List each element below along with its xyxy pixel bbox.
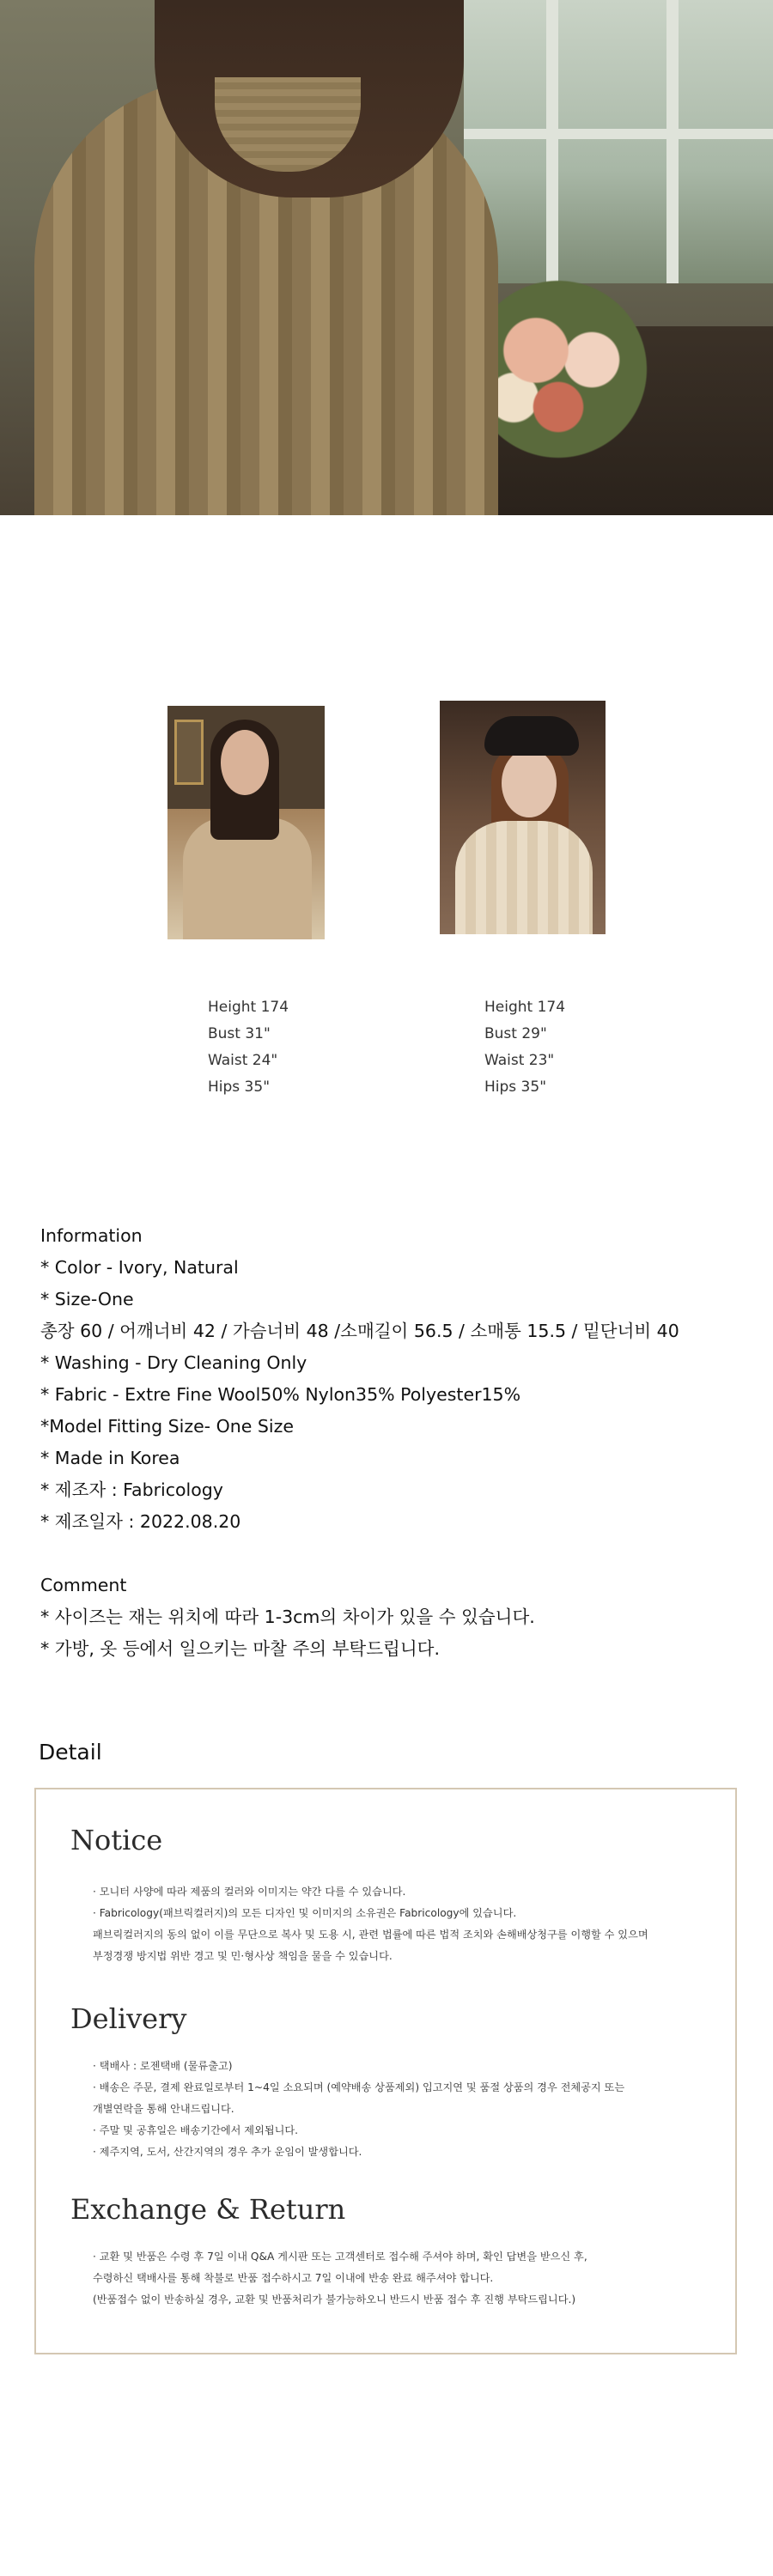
information-line: * 제조자 : Fabricology <box>40 1479 223 1500</box>
comment-line: * 사이즈는 재는 위치에 따라 1-3cm의 차이가 있을 수 있습니다. <box>40 1607 535 1627</box>
exchange-return-body <box>93 2246 587 2311</box>
model-height: Height 174 <box>208 999 289 1016</box>
comment-line: * 가방, 옷 등에서 일으키는 마찰 주의 부탁드립니다. <box>40 1638 440 1659</box>
exchange-line: · 교환 및 반품은 수령 후 7일 이내 Q&A 게시판 또는 고객센터로 접수해 주셔야 하며, 확인 답변을 받으신 후, <box>93 2251 587 2263</box>
model-photo-2 <box>440 701 606 934</box>
delivery-body <box>93 2056 624 2163</box>
information-line: 총장 60 / 어깨너비 42 / 가슴너비 48 /소매길이 56.5 / 소매통 15.5 / 밑단너비 40 <box>40 1321 679 1341</box>
information-line: * Fabric - Extre Fine Wool50% Nylon35% Polyester15% <box>40 1384 521 1405</box>
delivery-title: Delivery <box>70 2002 187 2035</box>
delivery-line: · 택배사 : 로젠택배 (물류출고) <box>93 2060 233 2072</box>
model-height: Height 174 <box>484 999 566 1016</box>
notice-body <box>93 1881 648 1967</box>
delivery-line: · 배송은 주문, 결제 완료일로부터 1~4일 소요되며 (예약배송 상품제외) 입고지연 및 품절 상품의 경우 전체공지 또는 <box>93 2081 625 2093</box>
detail-heading: Detail <box>39 1740 102 1765</box>
model-hips: Hips 35" <box>208 1078 271 1096</box>
information-line: * Color - Ivory, Natural <box>40 1257 239 1278</box>
delivery-line: · 주말 및 공휴일은 배송기간에서 제외됩니다. <box>93 2124 299 2136</box>
information-line: * 제조일자 : 2022.08.20 <box>40 1511 241 1532</box>
notice-line: · 모니터 사양에 따라 제품의 컬러와 이미지는 약간 다를 수 있습니다. <box>93 1886 406 1898</box>
information-line: * Size-One <box>40 1289 134 1309</box>
window-frame <box>666 0 679 283</box>
notice-line: · Fabricology(패브릭컬러지)의 모든 디자인 및 이미지의 소유권은 Fabricology에 있습니다. <box>93 1907 517 1919</box>
model-1-stats <box>208 994 289 1101</box>
model-face <box>502 749 557 817</box>
information-heading: Information <box>40 1225 143 1246</box>
notice-line: 부정경쟁 방지법 위반 경고 및 민·형사상 책임을 물을 수 있습니다. <box>93 1950 393 1962</box>
hero-photo <box>0 0 773 515</box>
model-face <box>221 730 269 795</box>
model-knit <box>455 821 593 934</box>
model-waist: Waist 23" <box>484 1052 555 1069</box>
model-waist: Waist 24" <box>208 1052 278 1069</box>
window-background <box>464 0 773 283</box>
model-hips: Hips 35" <box>484 1078 547 1096</box>
beret-hat <box>484 716 579 756</box>
information-line: * Made in Korea <box>40 1448 180 1468</box>
model-2-stats <box>484 994 565 1101</box>
comment-heading: Comment <box>40 1575 127 1595</box>
exchange-line: 수령하신 택배사를 통해 착불로 반품 접수하시고 7일 이내에 반송 완료 해주셔야 합니다. <box>93 2272 494 2284</box>
exchange-return-title: Exchange & Return <box>70 2193 346 2226</box>
information-line: * Washing - Dry Cleaning Only <box>40 1352 307 1373</box>
information-line: *Model Fitting Size- One Size <box>40 1416 294 1437</box>
notice-title: Notice <box>70 1824 163 1856</box>
notice-line: 패브릭컬러지의 동의 없이 이를 무단으로 복사 및 도용 시, 관련 법률에 따른 법적 조치와 손해배상청구를 이행할 수 있으며 <box>93 1929 648 1941</box>
photo-frame <box>174 720 204 785</box>
window-frame <box>546 0 558 283</box>
exchange-line: (반품접수 없이 반송하실 경우, 교환 및 반품처리가 불가능하오니 반드시 반품 접수 후 진행 부탁드립니다.) <box>93 2293 576 2306</box>
model-bust: Bust 29" <box>484 1025 547 1042</box>
delivery-line: · 제주지역, 도서, 산간지역의 경우 추가 운임이 발생합니다. <box>93 2146 362 2158</box>
model-bust: Bust 31" <box>208 1025 271 1042</box>
delivery-line: 개별연락을 통해 안내드립니다. <box>93 2103 234 2115</box>
window-frame <box>464 129 773 139</box>
product-information <box>40 1220 679 1665</box>
model-photo-1 <box>167 706 325 939</box>
detail-box <box>34 1788 737 2354</box>
